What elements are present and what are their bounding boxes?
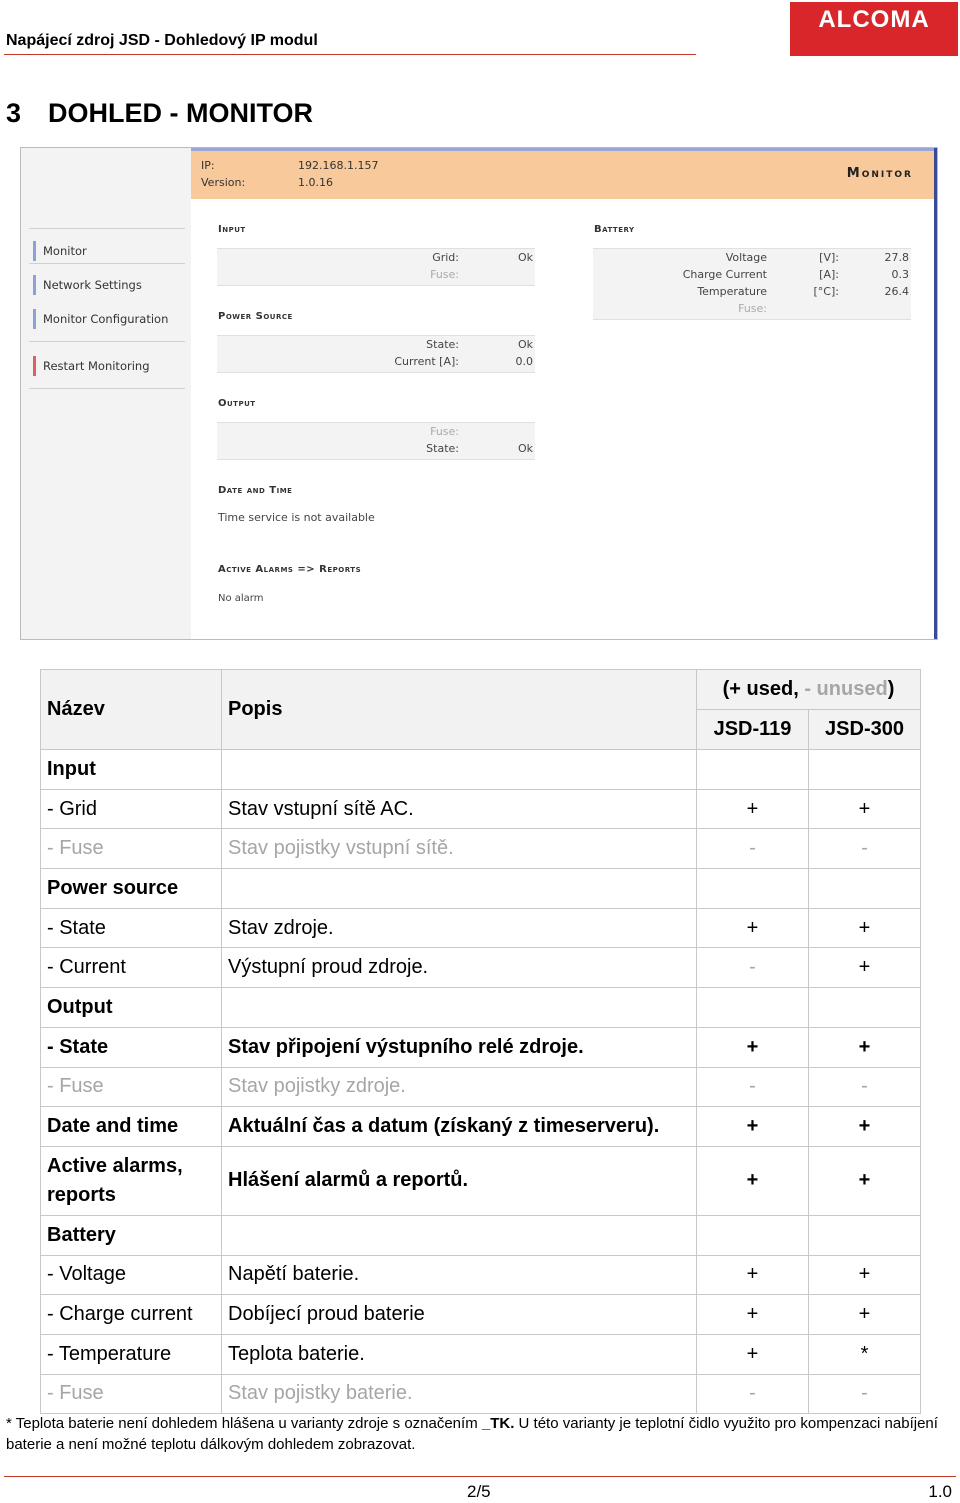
input-fuse-label: Fuse: bbox=[430, 268, 459, 281]
voltage-value: 27.8 bbox=[884, 251, 909, 264]
ip-value: 192.168.1.157 bbox=[298, 159, 379, 172]
table-row bbox=[41, 988, 921, 1028]
battery-heading: Battery bbox=[594, 224, 635, 235]
legend-close: ) bbox=[887, 678, 895, 700]
temp-value: 26.4 bbox=[884, 285, 909, 298]
row-desc bbox=[222, 869, 697, 909]
output-state-label: State: bbox=[426, 442, 459, 455]
row-desc bbox=[222, 988, 697, 1028]
menu-divider bbox=[29, 263, 185, 264]
row-desc: Stav pojistky baterie. bbox=[222, 1374, 697, 1414]
table-row bbox=[41, 1295, 921, 1335]
footnote-part2: U této varianty je teplotní čidlo využito pro kompenzaci nabíjení baterie a není možné teplotu dálkovým dohledem zobrazovat. bbox=[6, 1415, 938, 1453]
row-desc: Stav zdroje. bbox=[222, 908, 697, 948]
table-row bbox=[41, 1067, 921, 1107]
power-current-value: 0.0 bbox=[515, 355, 533, 368]
menu-item-network-settings[interactable]: Network Settings bbox=[33, 275, 191, 295]
menu-divider bbox=[29, 388, 185, 389]
row-desc: Napětí baterie. bbox=[222, 1255, 697, 1295]
alcoma-logo: ALCOMA bbox=[790, 2, 958, 56]
row-jsd119: - bbox=[697, 1067, 809, 1107]
output-fuse-label: Fuse: bbox=[430, 425, 459, 438]
row-jsd300: - bbox=[809, 1067, 921, 1107]
row-jsd119: - bbox=[697, 948, 809, 988]
row-desc: Stav pojistky vstupní sítě. bbox=[222, 829, 697, 869]
table-row bbox=[41, 1255, 921, 1295]
input-heading: Input bbox=[218, 224, 246, 235]
table-row bbox=[41, 750, 921, 790]
voltage-unit: [V]: bbox=[819, 251, 839, 264]
table-row bbox=[41, 1107, 921, 1147]
screenshot-sidebar bbox=[21, 148, 191, 639]
row-jsd119: + bbox=[697, 1334, 809, 1374]
row-desc: Aktuální čas a datum (získaný z timeserveru). bbox=[222, 1107, 697, 1147]
menu-item-monitor[interactable]: Monitor bbox=[33, 241, 191, 261]
version-label: Version: bbox=[201, 176, 246, 189]
row-jsd300: + bbox=[809, 908, 921, 948]
row-jsd300 bbox=[809, 1215, 921, 1255]
row-jsd300: - bbox=[809, 1374, 921, 1414]
row-jsd119: - bbox=[697, 829, 809, 869]
grid-value: Ok bbox=[517, 251, 533, 264]
monitor-screenshot bbox=[20, 147, 938, 640]
alarms-text: No alarm bbox=[218, 593, 264, 604]
legend-unused: - unused bbox=[804, 678, 888, 700]
row-name: Input bbox=[41, 750, 222, 790]
ip-label: IP: bbox=[201, 159, 215, 172]
row-jsd300 bbox=[809, 869, 921, 909]
power-state-value: Ok bbox=[517, 338, 533, 351]
output-heading: Output bbox=[218, 398, 256, 409]
table-row bbox=[41, 948, 921, 988]
row-name: Battery bbox=[41, 1215, 222, 1255]
row-name: - Current bbox=[41, 948, 222, 988]
row-name: - Grid bbox=[41, 789, 222, 829]
row-name: - Fuse bbox=[41, 1067, 222, 1107]
footnote-bold: _TK. bbox=[481, 1415, 515, 1432]
charge-unit: [A]: bbox=[819, 268, 839, 281]
row-name: - Fuse bbox=[41, 829, 222, 869]
row-jsd300: + bbox=[809, 948, 921, 988]
table-row bbox=[41, 908, 921, 948]
temp-label: Temperature bbox=[697, 285, 767, 298]
table-row bbox=[41, 1146, 921, 1215]
row-desc: Stav pojistky zdroje. bbox=[222, 1067, 697, 1107]
table-row bbox=[41, 1374, 921, 1414]
charge-value: 0.3 bbox=[891, 268, 909, 281]
row-jsd300 bbox=[809, 988, 921, 1028]
voltage-label: Voltage bbox=[725, 251, 767, 264]
row-desc bbox=[222, 750, 697, 790]
table-row bbox=[41, 1215, 921, 1255]
menu-divider bbox=[29, 228, 185, 229]
document-title: Napájecí zdroj JSD - Dohledový IP modul bbox=[6, 32, 318, 49]
feature-table bbox=[40, 669, 921, 1414]
screenshot-topbar bbox=[191, 148, 937, 199]
col-header-desc: Popis bbox=[222, 670, 697, 750]
section-heading bbox=[6, 98, 313, 129]
power-current-label: Current [A]: bbox=[394, 355, 459, 368]
row-jsd300: + bbox=[809, 1295, 921, 1335]
row-jsd300: + bbox=[809, 1146, 921, 1215]
row-desc: Stav vstupní sítě AC. bbox=[222, 789, 697, 829]
output-box bbox=[217, 422, 535, 460]
row-jsd119: + bbox=[697, 908, 809, 948]
row-name: - Voltage bbox=[41, 1255, 222, 1295]
power-source-box bbox=[217, 335, 535, 373]
output-state-value: Ok bbox=[517, 442, 533, 455]
date-time-heading: Date and Time bbox=[218, 485, 293, 496]
row-jsd300: - bbox=[809, 829, 921, 869]
row-desc: Teplota baterie. bbox=[222, 1334, 697, 1374]
row-desc bbox=[222, 1215, 697, 1255]
row-jsd300: + bbox=[809, 1107, 921, 1147]
page-number: 2/5 bbox=[467, 1482, 491, 1501]
battery-fuse-label: Fuse: bbox=[738, 302, 767, 315]
row-jsd300: + bbox=[809, 1255, 921, 1295]
row-name: - Fuse bbox=[41, 1374, 222, 1414]
row-jsd119: + bbox=[697, 1107, 809, 1147]
section-number: 3 bbox=[6, 98, 22, 128]
legend-used: (+ used, bbox=[722, 678, 805, 700]
col-header-name: Název bbox=[41, 670, 222, 750]
row-jsd300: + bbox=[809, 789, 921, 829]
section-title: DOHLED - MONITOR bbox=[48, 98, 313, 128]
table-row bbox=[41, 789, 921, 829]
version-value: 1.0.16 bbox=[298, 176, 333, 189]
row-name: - State bbox=[41, 1027, 222, 1067]
row-jsd119 bbox=[697, 1215, 809, 1255]
row-name: - State bbox=[41, 908, 222, 948]
row-jsd119: + bbox=[697, 1027, 809, 1067]
row-jsd119: + bbox=[697, 1255, 809, 1295]
power-state-label: State: bbox=[426, 338, 459, 351]
row-jsd119: - bbox=[697, 1374, 809, 1414]
header-rule bbox=[4, 54, 696, 55]
power-source-heading: Power Source bbox=[218, 311, 293, 322]
row-name: - Charge current bbox=[41, 1295, 222, 1335]
charge-label: Charge Current bbox=[682, 268, 767, 281]
row-desc: Výstupní proud zdroje. bbox=[222, 948, 697, 988]
row-jsd119 bbox=[697, 750, 809, 790]
row-name: Power source bbox=[41, 869, 222, 909]
row-desc: Stav připojení výstupního relé zdroje. bbox=[222, 1027, 697, 1067]
footer-rule bbox=[4, 1476, 956, 1477]
row-jsd119 bbox=[697, 988, 809, 1028]
grid-label: Grid: bbox=[432, 251, 459, 264]
row-name: Active alarms, reports bbox=[41, 1146, 222, 1215]
row-jsd300: + bbox=[809, 1027, 921, 1067]
temp-unit: [°C]: bbox=[813, 285, 839, 298]
menu-item-restart-monitoring[interactable]: Restart Monitoring bbox=[33, 356, 191, 376]
alarms-heading: Active Alarms => Reports bbox=[218, 564, 362, 575]
col-header-jsd300: JSD-300 bbox=[809, 710, 921, 750]
row-name: - Temperature bbox=[41, 1334, 222, 1374]
row-jsd119: + bbox=[697, 1295, 809, 1335]
row-jsd119 bbox=[697, 869, 809, 909]
row-desc: Dobíjecí proud baterie bbox=[222, 1295, 697, 1335]
table-row bbox=[41, 869, 921, 909]
row-desc: Hlášení alarmů a reportů. bbox=[222, 1146, 697, 1215]
document-version: 1.0 bbox=[928, 1482, 952, 1501]
row-name: Output bbox=[41, 988, 222, 1028]
col-header-jsd119: JSD-119 bbox=[697, 710, 809, 750]
table-row bbox=[41, 829, 921, 869]
menu-item-monitor-configuration[interactable]: Monitor Configuration bbox=[33, 309, 191, 329]
col-header-legend bbox=[697, 670, 921, 710]
input-box bbox=[217, 248, 535, 286]
monitor-title: Monitor bbox=[846, 166, 913, 181]
row-jsd119: + bbox=[697, 789, 809, 829]
row-name: Date and time bbox=[41, 1107, 222, 1147]
row-jsd300 bbox=[809, 750, 921, 790]
footnote-part1: * Teplota baterie není dohledem hlášena u varianty zdroje s označením bbox=[6, 1415, 482, 1432]
row-jsd300: * bbox=[809, 1334, 921, 1374]
date-time-text: Time service is not available bbox=[218, 511, 375, 524]
footnote bbox=[6, 1413, 946, 1455]
menu-divider bbox=[29, 341, 185, 342]
table-row bbox=[41, 1334, 921, 1374]
table-row bbox=[41, 1027, 921, 1067]
screenshot-edge bbox=[934, 148, 937, 639]
row-jsd119: + bbox=[697, 1146, 809, 1215]
